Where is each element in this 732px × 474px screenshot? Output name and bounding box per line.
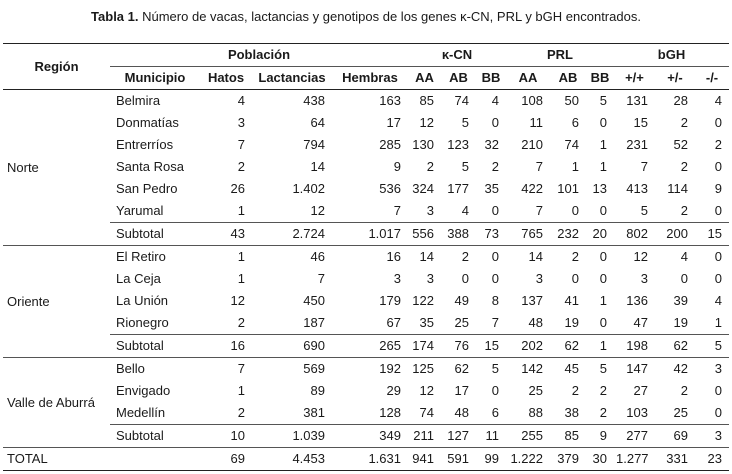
table-row bbox=[3, 290, 729, 312]
value-cell: 15 bbox=[633, 115, 648, 130]
table-row bbox=[3, 90, 729, 113]
value-cell: 2 bbox=[714, 137, 722, 152]
value-cell: 0 bbox=[599, 203, 607, 218]
header-prl-ab: AB bbox=[550, 67, 586, 90]
subtotal-value: 265 bbox=[332, 335, 408, 358]
value-cell: 2 bbox=[680, 159, 688, 174]
value-cell: 12 bbox=[633, 249, 648, 264]
subtotal-value: 232 bbox=[550, 223, 586, 246]
value-cell: 16 bbox=[386, 249, 401, 264]
caption-text: Número de vacas, lactancias y genotipos de los genes κ-CN, PRL y bGH encontrados. bbox=[138, 9, 641, 24]
municipio-cell: Entrerríos bbox=[116, 137, 174, 152]
header-poblacion: Población bbox=[110, 44, 408, 67]
value-cell: 147 bbox=[626, 361, 648, 376]
subtotal-value: 198 bbox=[614, 335, 655, 358]
value-cell: 4 bbox=[714, 293, 722, 308]
value-cell: 38 bbox=[564, 405, 579, 420]
value-cell: 142 bbox=[521, 361, 543, 376]
value-cell: 2 bbox=[599, 405, 607, 420]
value-cell: 4 bbox=[461, 203, 469, 218]
value-cell: 7 bbox=[393, 203, 401, 218]
value-cell: 5 bbox=[599, 361, 607, 376]
header-hatos: Hatos bbox=[200, 67, 252, 90]
value-cell: 128 bbox=[379, 405, 401, 420]
value-cell: 4 bbox=[491, 93, 499, 108]
header-prl: PRL bbox=[506, 44, 614, 67]
municipio-cell: La Unión bbox=[116, 293, 169, 308]
region-cell: Oriente bbox=[3, 246, 110, 358]
subtotal-value: 76 bbox=[441, 335, 476, 358]
value-cell: 122 bbox=[412, 293, 434, 308]
total-value: 941 bbox=[408, 448, 441, 471]
value-cell: 7 bbox=[237, 137, 245, 152]
value-cell: 450 bbox=[303, 293, 325, 308]
total-value: 1.222 bbox=[506, 448, 550, 471]
total-value: 1.631 bbox=[332, 448, 408, 471]
value-cell: 0 bbox=[571, 203, 579, 218]
value-cell: 2 bbox=[680, 383, 688, 398]
value-cell: 231 bbox=[626, 137, 648, 152]
value-cell: 1 bbox=[237, 383, 245, 398]
value-cell: 2 bbox=[237, 405, 245, 420]
value-cell: 536 bbox=[379, 181, 401, 196]
subtotal-value: 388 bbox=[441, 223, 476, 246]
value-cell: 48 bbox=[528, 315, 543, 330]
value-cell: 8 bbox=[491, 293, 499, 308]
value-cell: 569 bbox=[303, 361, 325, 376]
header-kcn-bb: BB bbox=[476, 67, 506, 90]
table-row bbox=[3, 156, 729, 178]
value-cell: 192 bbox=[379, 361, 401, 376]
subtotal-value: 202 bbox=[506, 335, 550, 358]
data-table bbox=[3, 43, 729, 471]
value-cell: 7 bbox=[491, 315, 499, 330]
value-cell: 0 bbox=[714, 271, 722, 286]
header-bgh: bGH bbox=[614, 44, 729, 67]
value-cell: 2 bbox=[426, 159, 434, 174]
header-bgh-pp: +/+ bbox=[614, 67, 655, 90]
subtotal-value: 62 bbox=[550, 335, 586, 358]
subtotal-value: 2.724 bbox=[252, 223, 332, 246]
total-row bbox=[3, 448, 729, 471]
table-row bbox=[3, 268, 729, 290]
value-cell: 2 bbox=[571, 249, 579, 264]
total-value: 4.453 bbox=[252, 448, 332, 471]
municipio-cell: Yarumal bbox=[116, 203, 164, 218]
total-value: 1.277 bbox=[614, 448, 655, 471]
subtotal-value: 556 bbox=[408, 223, 441, 246]
value-cell: 17 bbox=[454, 383, 469, 398]
table-body bbox=[3, 90, 729, 471]
value-cell: 47 bbox=[633, 315, 648, 330]
value-cell: 9 bbox=[714, 181, 722, 196]
value-cell: 0 bbox=[491, 383, 499, 398]
value-cell: 74 bbox=[419, 405, 434, 420]
value-cell: 0 bbox=[714, 203, 722, 218]
value-cell: 3 bbox=[237, 115, 245, 130]
municipio-cell: Medellín bbox=[116, 405, 166, 420]
value-cell: 2 bbox=[491, 159, 499, 174]
value-cell: 125 bbox=[412, 361, 434, 376]
header-kcn: κ-CN bbox=[408, 44, 506, 67]
subtotal-value: 200 bbox=[655, 223, 695, 246]
value-cell: 6 bbox=[491, 405, 499, 420]
value-cell: 49 bbox=[454, 293, 469, 308]
value-cell: 7 bbox=[535, 159, 543, 174]
municipio-cell: Envigado bbox=[116, 383, 171, 398]
value-cell: 1.402 bbox=[292, 181, 325, 196]
value-cell: 13 bbox=[592, 181, 607, 196]
value-cell: 46 bbox=[310, 249, 325, 264]
value-cell: 29 bbox=[386, 383, 401, 398]
value-cell: 28 bbox=[673, 93, 688, 108]
subtotal-value: 765 bbox=[506, 223, 550, 246]
value-cell: 1 bbox=[237, 249, 245, 264]
value-cell: 9 bbox=[393, 159, 401, 174]
value-cell: 2 bbox=[571, 383, 579, 398]
value-cell: 14 bbox=[310, 159, 325, 174]
value-cell: 11 bbox=[529, 115, 543, 130]
subtotal-value: 73 bbox=[476, 223, 506, 246]
header-hembras: Hembras bbox=[332, 67, 408, 90]
subtotal-value: 690 bbox=[252, 335, 332, 358]
subtotal-value: 69 bbox=[655, 425, 695, 448]
value-cell: 1 bbox=[237, 203, 245, 218]
value-cell: 0 bbox=[714, 405, 722, 420]
value-cell: 101 bbox=[557, 181, 579, 196]
municipio-cell: Belmira bbox=[116, 93, 161, 108]
value-cell: 12 bbox=[310, 203, 325, 218]
value-cell: 136 bbox=[626, 293, 648, 308]
total-value: 99 bbox=[476, 448, 506, 471]
value-cell: 0 bbox=[714, 383, 722, 398]
value-cell: 62 bbox=[454, 361, 469, 376]
value-cell: 0 bbox=[599, 249, 607, 264]
value-cell: 0 bbox=[714, 115, 722, 130]
value-cell: 5 bbox=[491, 361, 499, 376]
value-cell: 1 bbox=[237, 271, 245, 286]
value-cell: 210 bbox=[521, 137, 543, 152]
header-lactancias: Lactancias bbox=[252, 67, 332, 90]
header-region: Región bbox=[3, 44, 110, 90]
subtotal-value: 211 bbox=[408, 425, 441, 448]
subtotal-value: 349 bbox=[332, 425, 408, 448]
header-bgh-pm: +/- bbox=[655, 67, 695, 90]
value-cell: 0 bbox=[599, 115, 607, 130]
table-row bbox=[3, 134, 729, 156]
value-cell: 1 bbox=[599, 137, 607, 152]
value-cell: 163 bbox=[379, 93, 401, 108]
value-cell: 285 bbox=[379, 137, 401, 152]
subtotal-value: 43 bbox=[200, 223, 252, 246]
subtotal-value: 20 bbox=[586, 223, 614, 246]
municipio-cell: Donmatías bbox=[116, 115, 179, 130]
value-cell: 2 bbox=[237, 159, 245, 174]
value-cell: 5 bbox=[461, 115, 469, 130]
value-cell: 7 bbox=[640, 159, 648, 174]
subtotal-value: 174 bbox=[408, 335, 441, 358]
value-cell: 12 bbox=[230, 293, 245, 308]
value-cell: 2 bbox=[599, 383, 607, 398]
table-row bbox=[3, 380, 729, 402]
region-cell: Valle de Aburrá bbox=[3, 358, 110, 448]
total-value: 591 bbox=[441, 448, 476, 471]
value-cell: 0 bbox=[491, 115, 499, 130]
value-cell: 19 bbox=[673, 315, 688, 330]
value-cell: 179 bbox=[379, 293, 401, 308]
municipio-cell: La Ceja bbox=[116, 271, 161, 286]
value-cell: 108 bbox=[521, 93, 543, 108]
total-label: TOTAL bbox=[3, 448, 110, 471]
value-cell: 5 bbox=[599, 93, 607, 108]
value-cell: 114 bbox=[667, 181, 688, 196]
value-cell: 5 bbox=[461, 159, 469, 174]
value-cell: 137 bbox=[521, 293, 543, 308]
value-cell: 103 bbox=[626, 405, 648, 420]
subtotal-label: Subtotal bbox=[110, 223, 200, 246]
subtotal-value: 15 bbox=[476, 335, 506, 358]
value-cell: 413 bbox=[626, 181, 648, 196]
value-cell: 4 bbox=[680, 249, 688, 264]
municipio-cell: Bello bbox=[116, 361, 145, 376]
subtotal-value: 1.017 bbox=[332, 223, 408, 246]
value-cell: 0 bbox=[491, 249, 499, 264]
value-cell: 12 bbox=[419, 383, 434, 398]
value-cell: 45 bbox=[564, 361, 579, 376]
table-row bbox=[3, 246, 729, 269]
value-cell: 3 bbox=[426, 203, 434, 218]
value-cell: 3 bbox=[393, 271, 401, 286]
value-cell: 2 bbox=[461, 249, 469, 264]
value-cell: 187 bbox=[303, 315, 325, 330]
value-cell: 422 bbox=[521, 181, 543, 196]
table-row bbox=[3, 312, 729, 335]
value-cell: 74 bbox=[564, 137, 579, 152]
subtotal-value: 5 bbox=[695, 335, 729, 358]
value-cell: 381 bbox=[303, 405, 325, 420]
value-cell: 7 bbox=[237, 361, 245, 376]
value-cell: 0 bbox=[680, 271, 688, 286]
value-cell: 14 bbox=[419, 249, 434, 264]
subtotal-row bbox=[3, 223, 729, 246]
subtotal-value: 16 bbox=[200, 335, 252, 358]
value-cell: 52 bbox=[673, 137, 688, 152]
municipio-cell: Santa Rosa bbox=[116, 159, 184, 174]
subtotal-label: Subtotal bbox=[110, 425, 200, 448]
subtotal-value: 1 bbox=[586, 335, 614, 358]
value-cell: 3 bbox=[714, 361, 722, 376]
value-cell: 5 bbox=[640, 203, 648, 218]
value-cell: 438 bbox=[303, 93, 325, 108]
value-cell: 25 bbox=[673, 405, 688, 420]
value-cell: 0 bbox=[599, 271, 607, 286]
value-cell: 3 bbox=[535, 271, 543, 286]
table-row bbox=[3, 402, 729, 425]
subtotal-row bbox=[3, 335, 729, 358]
value-cell: 123 bbox=[447, 137, 469, 152]
table-row bbox=[3, 200, 729, 223]
value-cell: 64 bbox=[310, 115, 325, 130]
value-cell: 130 bbox=[412, 137, 434, 152]
table-caption bbox=[0, 9, 732, 24]
value-cell: 2 bbox=[680, 115, 688, 130]
value-cell: 324 bbox=[412, 181, 434, 196]
value-cell: 1 bbox=[714, 315, 722, 330]
total-value: 23 bbox=[695, 448, 729, 471]
total-value: 30 bbox=[586, 448, 614, 471]
value-cell: 26 bbox=[230, 181, 245, 196]
value-cell: 39 bbox=[673, 293, 688, 308]
header-kcn-aa: AA bbox=[408, 67, 441, 90]
subtotal-value: 3 bbox=[695, 425, 729, 448]
value-cell: 25 bbox=[528, 383, 543, 398]
value-cell: 25 bbox=[454, 315, 469, 330]
value-cell: 0 bbox=[491, 271, 499, 286]
value-cell: 48 bbox=[454, 405, 469, 420]
value-cell: 2 bbox=[680, 203, 688, 218]
value-cell: 1 bbox=[599, 293, 607, 308]
value-cell: 0 bbox=[491, 203, 499, 218]
region-cell: Norte bbox=[3, 90, 110, 246]
value-cell: 0 bbox=[599, 315, 607, 330]
value-cell: 0 bbox=[461, 271, 469, 286]
value-cell: 85 bbox=[419, 93, 434, 108]
subtotal-value: 10 bbox=[200, 425, 252, 448]
subtotal-value: 9 bbox=[586, 425, 614, 448]
value-cell: 0 bbox=[571, 271, 579, 286]
value-cell: 89 bbox=[310, 383, 325, 398]
subtotal-value: 277 bbox=[614, 425, 655, 448]
municipio-cell: San Pedro bbox=[116, 181, 178, 196]
value-cell: 3 bbox=[426, 271, 434, 286]
subtotal-value: 85 bbox=[550, 425, 586, 448]
header-prl-bb: BB bbox=[586, 67, 614, 90]
table-row bbox=[3, 112, 729, 134]
value-cell: 177 bbox=[447, 181, 469, 196]
value-cell: 74 bbox=[454, 93, 469, 108]
value-cell: 0 bbox=[714, 249, 722, 264]
value-cell: 12 bbox=[419, 115, 434, 130]
value-cell: 4 bbox=[714, 93, 722, 108]
header-bgh-mm: -/- bbox=[695, 67, 729, 90]
value-cell: 50 bbox=[564, 93, 579, 108]
value-cell: 7 bbox=[535, 203, 543, 218]
value-cell: 1 bbox=[571, 159, 579, 174]
subtotal-value: 62 bbox=[655, 335, 695, 358]
subtotal-value: 802 bbox=[614, 223, 655, 246]
header-prl-aa: AA bbox=[506, 67, 550, 90]
value-cell: 0 bbox=[714, 159, 722, 174]
header-municipio: Municipio bbox=[110, 67, 200, 90]
value-cell: 41 bbox=[564, 293, 579, 308]
value-cell: 42 bbox=[673, 361, 688, 376]
value-cell: 14 bbox=[528, 249, 543, 264]
subtotal-value: 255 bbox=[506, 425, 550, 448]
value-cell: 6 bbox=[571, 115, 579, 130]
value-cell: 19 bbox=[564, 315, 579, 330]
table-row bbox=[3, 358, 729, 381]
value-cell: 7 bbox=[317, 271, 325, 286]
value-cell: 88 bbox=[528, 405, 543, 420]
value-cell: 35 bbox=[484, 181, 499, 196]
header-kcn-ab: AB bbox=[441, 67, 476, 90]
value-cell: 131 bbox=[626, 93, 648, 108]
subtotal-value: 15 bbox=[695, 223, 729, 246]
value-cell: 17 bbox=[386, 115, 401, 130]
value-cell: 794 bbox=[303, 137, 325, 152]
subtotal-value: 127 bbox=[441, 425, 476, 448]
subtotal-row bbox=[3, 425, 729, 448]
municipio-cell: Rionegro bbox=[116, 315, 169, 330]
value-cell: 67 bbox=[386, 315, 401, 330]
subtotal-label: Subtotal bbox=[110, 335, 200, 358]
total-value: 331 bbox=[655, 448, 695, 471]
caption-label: Tabla 1. bbox=[91, 9, 139, 24]
value-cell: 35 bbox=[419, 315, 434, 330]
value-cell: 27 bbox=[633, 383, 648, 398]
value-cell: 2 bbox=[237, 315, 245, 330]
table-row bbox=[3, 178, 729, 200]
municipio-cell: El Retiro bbox=[116, 249, 166, 264]
total-spacer bbox=[110, 448, 200, 471]
value-cell: 3 bbox=[640, 271, 648, 286]
value-cell: 32 bbox=[484, 137, 499, 152]
subtotal-value: 1.039 bbox=[252, 425, 332, 448]
value-cell: 1 bbox=[599, 159, 607, 174]
total-value: 69 bbox=[200, 448, 252, 471]
total-value: 379 bbox=[550, 448, 586, 471]
value-cell: 4 bbox=[237, 93, 245, 108]
subtotal-value: 11 bbox=[476, 425, 506, 448]
